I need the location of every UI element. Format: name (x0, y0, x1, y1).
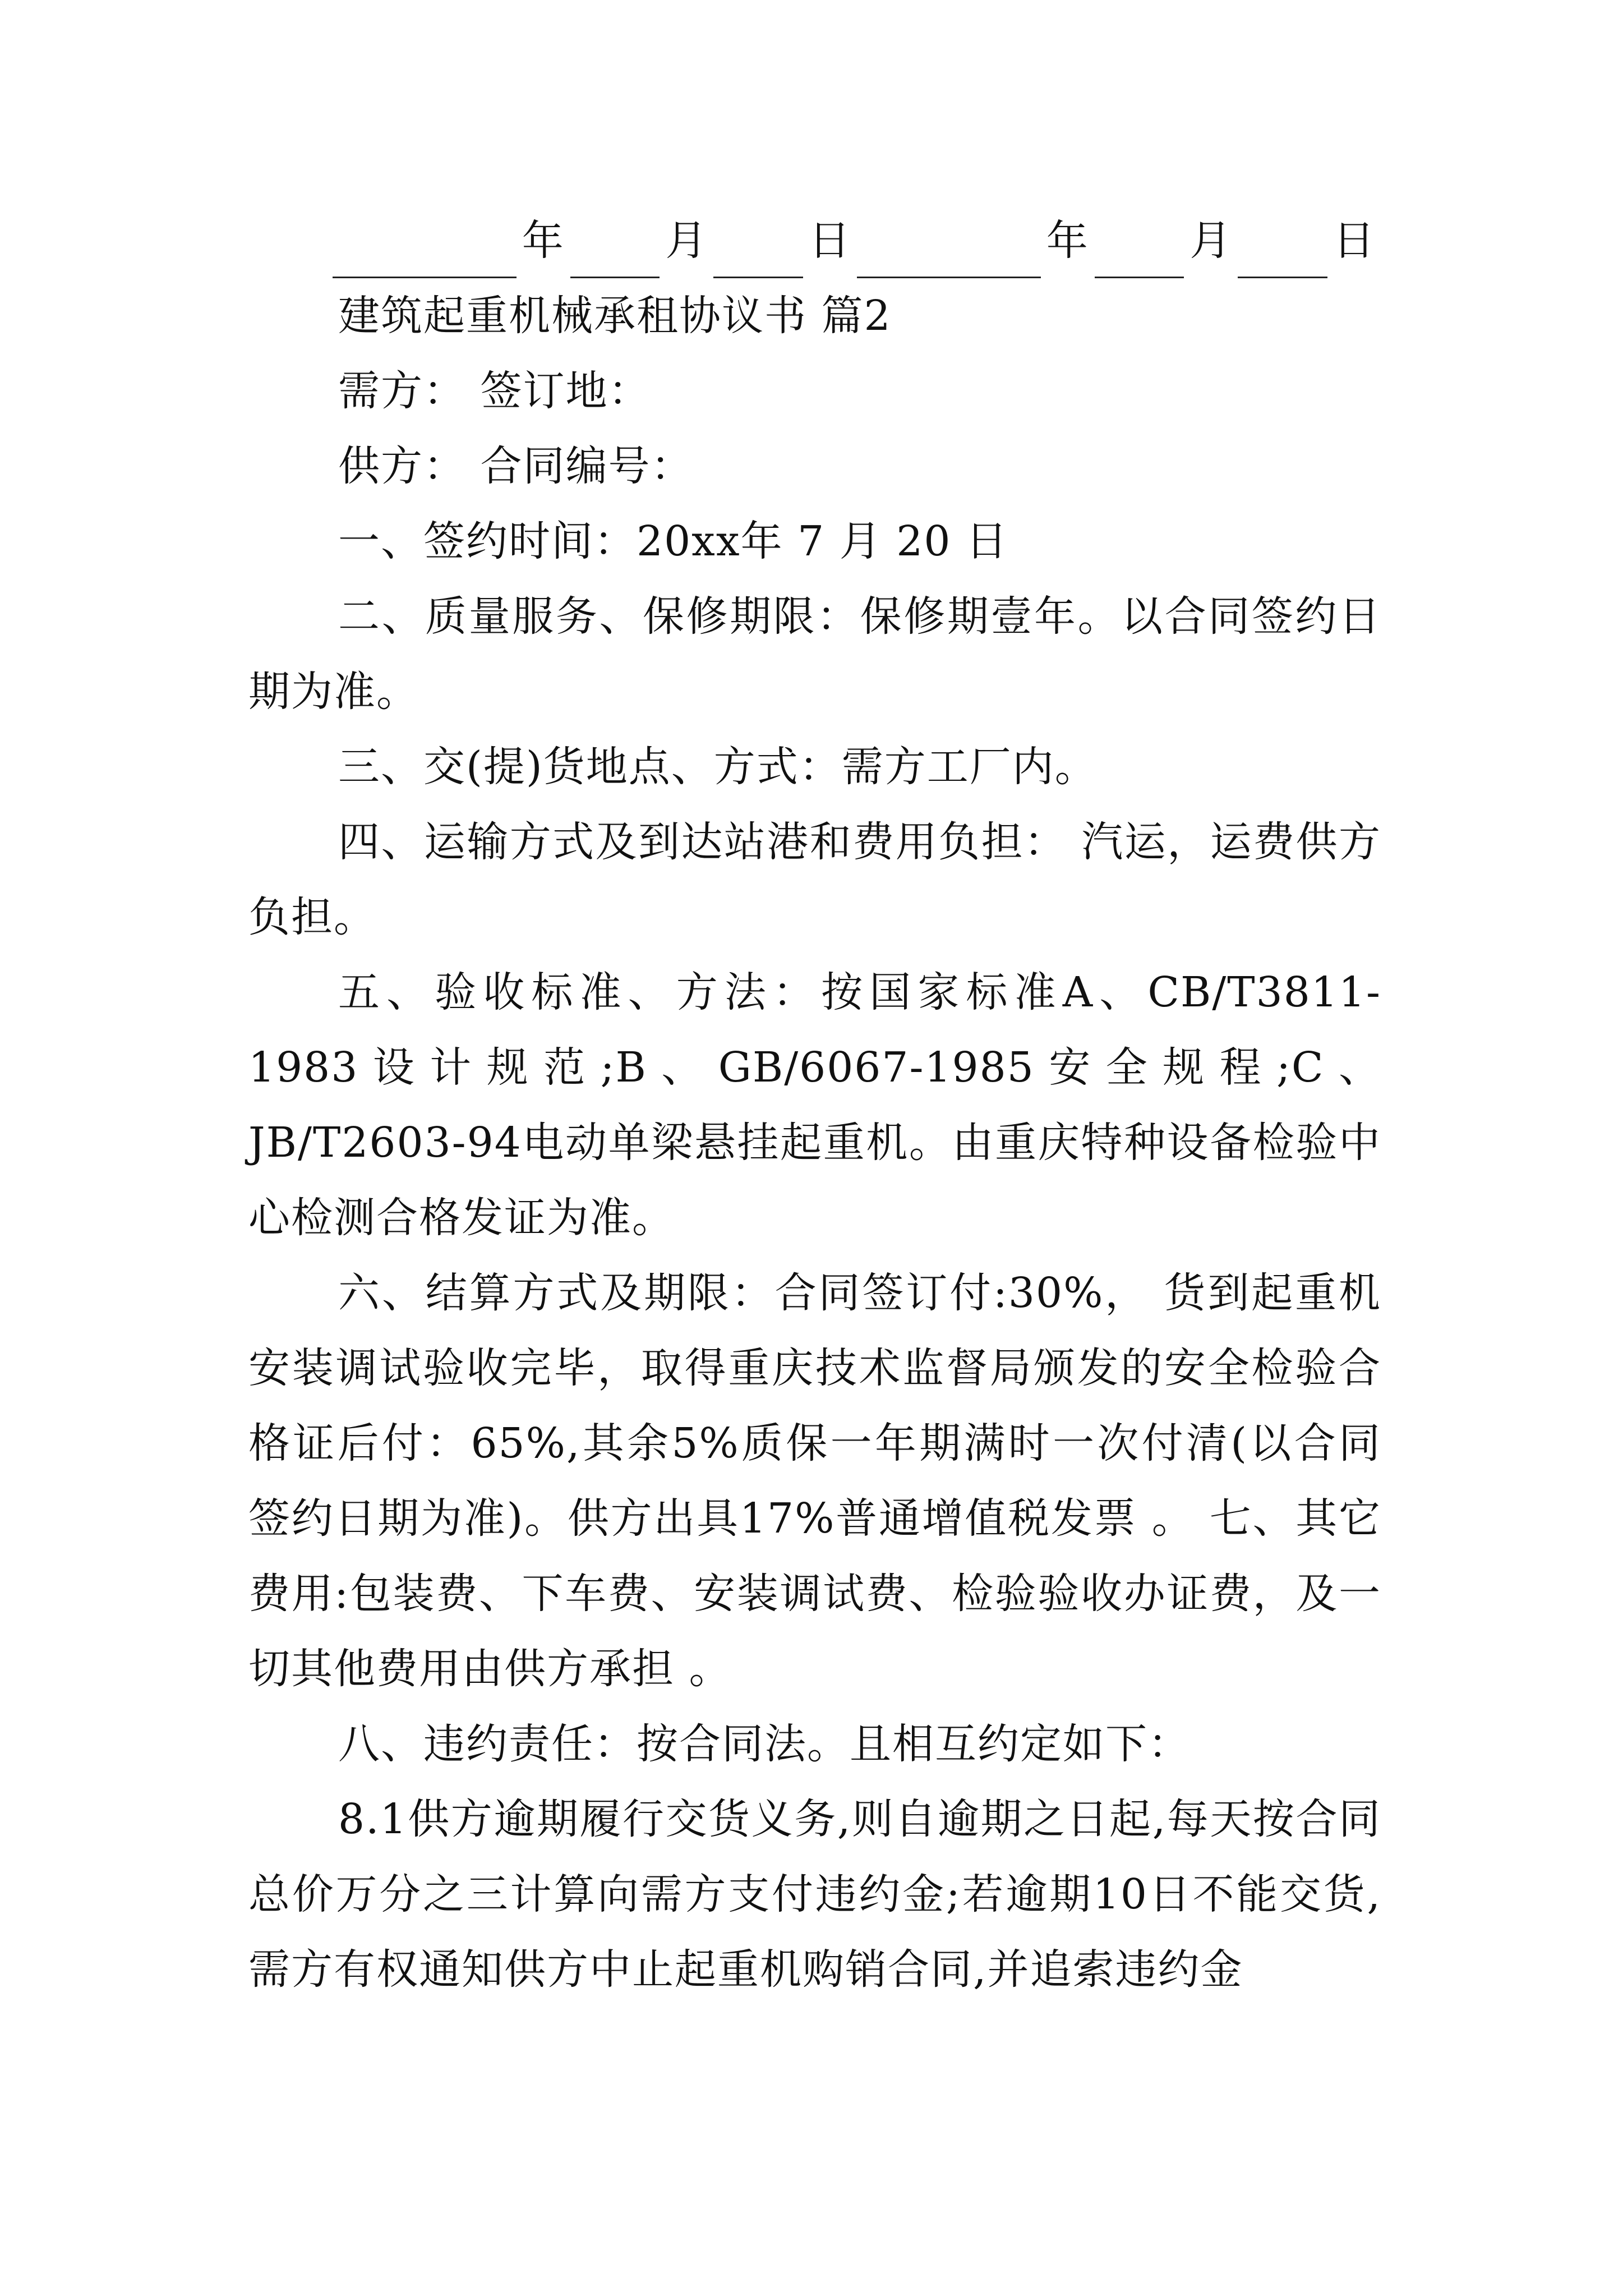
clause-warranty: 二、质量服务、保修期限：保修期壹年。以合同签约日期为准。 (248, 592, 1381, 716)
clause-delivery-location: 三、交(提)货地点、方式：需方工厂内。 (338, 743, 1098, 791)
signature-date-month-label-2: 月 (1189, 217, 1233, 265)
signature-date-year-label-2: 年 (1046, 217, 1089, 265)
clause-transport: 四、运输方式及到达站港和费用负担： 汽运，运费供方负担。 (248, 818, 1381, 941)
signature-date-year-blank-2 (857, 237, 1041, 278)
signature-date-month-blank-1 (570, 237, 660, 278)
signature-date-day-label-1: 日 (809, 217, 852, 265)
signature-date-row (248, 203, 1381, 278)
demand-party-field: 需方： 签订地： (338, 367, 651, 415)
supply-party-field: 供方： 合同编号： (338, 442, 694, 490)
signature-date-month-blank-2 (1095, 237, 1184, 278)
signature-date-year-label-1: 年 (522, 217, 565, 265)
signature-date-day-label-2: 日 (1333, 217, 1376, 265)
signature-date-day-blank-2 (1238, 237, 1327, 278)
clause-liability: 八、违约责任：按合同法。且相互约定如下： (338, 1720, 1191, 1768)
document-body (248, 203, 1381, 2007)
clause-signing-time: 一、签约时间：20xx年 7 月 20 日 (338, 517, 1008, 565)
signature-date-day-blank-1 (713, 237, 803, 278)
clause-settlement: 六、结算方式及期限：合同签订付:30%， 货到起重机安装调试验收完毕，取得重庆技术监督局颁发的安全检验合格证后付：65%,其余5%质保一年期满时一次付清(以合同签约日期为准)。供方出具17%普通增值税发票 。 七、其它费用:包装费、下车费、安装调试费、检验验收办证费，及一切其他费用由供方承担 。 (248, 1269, 1381, 1693)
clause-liability-8-1: 8.1供方逾期履行交货义务,则自逾期之日起,每天按合同总价万分之三计算向需方支付违约金;若逾期10日不能交货,需方有权通知供方中止起重机购销合同,并追索违约金 (248, 1795, 1381, 1994)
clause-acceptance-standard: 五、验收标准、方法：按国家标准A、CB/T3811-1983设计规范;B、GB/6067-1985安全规程;C、JB/T2603-94电动单梁悬挂起重机。由重庆特种设备检验中心检测合格发证为准。 (248, 968, 1381, 1242)
signature-date-month-label-1: 月 (665, 217, 708, 265)
signature-date-year-blank-1 (333, 237, 517, 278)
document-title: 建筑起重机械承租协议书 篇2 (338, 292, 892, 340)
